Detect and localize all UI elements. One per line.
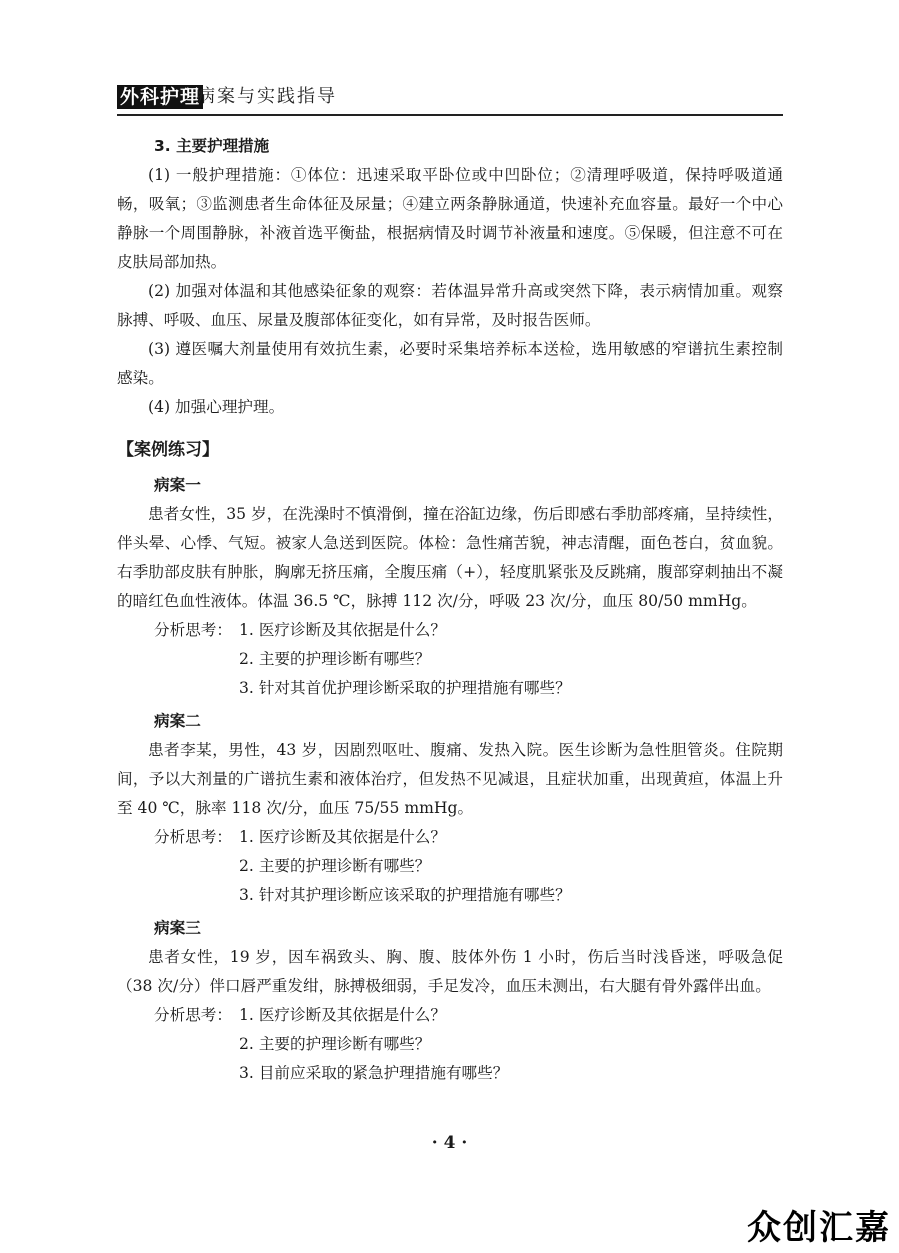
header-label: 外科护理: [117, 85, 203, 109]
page-content: [117, 132, 783, 1088]
case-block: [117, 707, 783, 910]
question-text: 3. 针对其首优护理诊断采取的护理措施有哪些？: [239, 679, 571, 697]
running-header: [117, 80, 783, 116]
question-label: 分析思考：: [154, 1006, 232, 1024]
section-title: 3. 主要护理措施: [154, 137, 270, 155]
case-text: 患者女性，35 岁，在洗澡时不慎滑倒，撞在浴缸边缘，伤后即感右季肋部疼痛，呈持续性，伴头晕、心悸、气短。被家人急送到医院。体检：急性痛苦貌，神志清醒，面色苍白，贫血貌。右季肋部皮肤有肿胀，胸廓无挤压痛，全腹压痛（+），轻度肌紧张及反跳痛，腹部穿刺抽出不凝的暗红色血性液体。体温 36.5 ℃，脉搏 112 次/分，呼吸 23 次/分，血压 80/50 mmHg。: [117, 505, 783, 610]
case-text: 患者李某，男性，43 岁，因剧烈呕吐、腹痛、发热入院。医生诊断为急性胆管炎。住院期间，予以大剂量的广谱抗生素和液体治疗，但发热不见减退，且症状加重，出现黄疸，体温上升至 40 ℃，脉率 118 次/分，血压 75/55 mmHg。: [117, 741, 783, 817]
question-text: 2. 主要的护理诊断有哪些？: [239, 1035, 431, 1053]
case-block: [117, 914, 783, 1088]
case-title: 病案三: [154, 919, 201, 937]
paragraph: (1) 一般护理措施：①体位：迅速采取平卧位或中凹卧位；②清理呼吸道，保持呼吸道通畅，吸氧；③监测患者生命体征及尿量；④建立两条静脉通道，快速补充血容量。最好一个中心静脉一个周围静脉，补液首选平衡盐，根据病情及时调节补液量和速度。⑤保暖，但注意不可在皮肤局部加热。: [117, 166, 783, 271]
case-text: 患者女性，19 岁，因车祸致头、胸、腹、肢体外伤 1 小时，伤后当时浅昏迷，呼吸急促（38 次/分）伴口唇严重发绀，脉搏极细弱，手足发冷，血压未测出，右大腿有骨外露伴出血。: [117, 948, 783, 995]
paragraph: (3) 遵医嘱大剂量使用有效抗生素，必要时采集培养标本送检，选用敏感的窄谱抗生素控制感染。: [117, 340, 783, 387]
page-number: · 4 ·: [431, 1133, 468, 1153]
case-block: [117, 471, 783, 703]
question-row: [117, 1001, 783, 1030]
question-text: 1. 医疗诊断及其依据是什么？: [239, 1006, 446, 1024]
paragraph: (2) 加强对体温和其他感染征象的观察：若体温异常升高或突然下降，表示病情加重。观察脉搏、呼吸、血压、尿量及腹部体征变化，如有异常，及时报告医师。: [117, 282, 783, 329]
header-subtitle: 病案与实践指导: [197, 86, 337, 107]
practice-title: 【案例练习】: [117, 440, 219, 460]
question-label: 分析思考：: [154, 621, 232, 639]
question-text: 3. 目前应采取的紧急护理措施有哪些？: [239, 1064, 509, 1082]
paragraph: (4) 加强心理护理。: [148, 398, 285, 416]
question-row: [117, 823, 783, 852]
case-title: 病案一: [154, 476, 201, 494]
question-row: [117, 616, 783, 645]
question-text: 1. 医疗诊断及其依据是什么？: [239, 828, 446, 846]
question-text: 3. 针对其护理诊断应该采取的护理措施有哪些？: [239, 886, 571, 904]
question-text: 1. 医疗诊断及其依据是什么？: [239, 621, 446, 639]
question-label: 分析思考：: [154, 828, 232, 846]
watermark-logo: 众创汇嘉: [747, 1208, 891, 1248]
question-text: 2. 主要的护理诊断有哪些？: [239, 650, 431, 668]
question-text: 2. 主要的护理诊断有哪些？: [239, 857, 431, 875]
case-title: 病案二: [154, 712, 201, 730]
